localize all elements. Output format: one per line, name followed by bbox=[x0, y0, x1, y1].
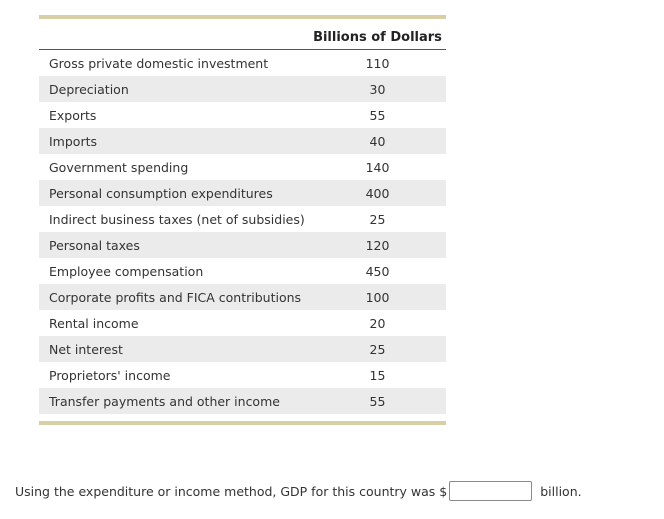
row-value: 100 bbox=[365, 289, 390, 305]
question-prompt: Using the expenditure or income method, GDP for this country was $ bbox=[15, 483, 448, 499]
row-value: 55 bbox=[369, 393, 386, 409]
row-label: Indirect business taxes (net of subsidies) bbox=[49, 211, 305, 227]
row-label: Transfer payments and other income bbox=[49, 393, 280, 409]
row-value: 110 bbox=[365, 55, 390, 71]
table-bottom-rule bbox=[39, 421, 446, 425]
row-label: Exports bbox=[49, 107, 97, 123]
row-value: 450 bbox=[365, 263, 390, 279]
row-label: Personal consumption expenditures bbox=[49, 185, 273, 201]
row-value: 25 bbox=[369, 211, 386, 227]
row-label: Depreciation bbox=[49, 81, 129, 97]
gdp-answer-input[interactable] bbox=[449, 481, 532, 501]
table-row bbox=[39, 180, 446, 206]
row-label: Corporate profits and FICA contributions bbox=[49, 289, 302, 305]
row-value: 400 bbox=[365, 185, 390, 201]
table-row bbox=[39, 258, 446, 284]
row-value: 55 bbox=[369, 107, 386, 123]
row-label: Government spending bbox=[49, 159, 189, 175]
table-row bbox=[39, 388, 446, 414]
table-row bbox=[39, 154, 446, 180]
table-row bbox=[39, 284, 446, 310]
row-value: 40 bbox=[369, 133, 386, 149]
table-row bbox=[39, 50, 446, 76]
table-row bbox=[39, 102, 446, 128]
row-label: Net interest bbox=[49, 341, 123, 357]
row-value: 140 bbox=[365, 159, 390, 175]
row-value: 120 bbox=[365, 237, 390, 253]
column-header: Billions of Dollars bbox=[313, 30, 442, 45]
row-value: 30 bbox=[369, 81, 386, 97]
table-header bbox=[39, 19, 446, 50]
question-suffix: billion. bbox=[540, 483, 582, 499]
row-label: Proprietors' income bbox=[49, 367, 171, 383]
table-row bbox=[39, 362, 446, 388]
table-row bbox=[39, 232, 446, 258]
row-label: Employee compensation bbox=[49, 263, 204, 279]
gdp-question bbox=[15, 480, 582, 502]
table-row bbox=[39, 128, 446, 154]
row-label: Gross private domestic investment bbox=[49, 55, 269, 71]
row-label: Rental income bbox=[49, 315, 139, 331]
row-value: 15 bbox=[369, 367, 386, 383]
table-row bbox=[39, 336, 446, 362]
table-row bbox=[39, 206, 446, 232]
row-label: Imports bbox=[49, 133, 97, 149]
row-value: 20 bbox=[369, 315, 386, 331]
data-table bbox=[39, 15, 446, 425]
row-label: Personal taxes bbox=[49, 237, 140, 253]
row-value: 25 bbox=[369, 341, 386, 357]
table-row bbox=[39, 310, 446, 336]
table-row bbox=[39, 76, 446, 102]
